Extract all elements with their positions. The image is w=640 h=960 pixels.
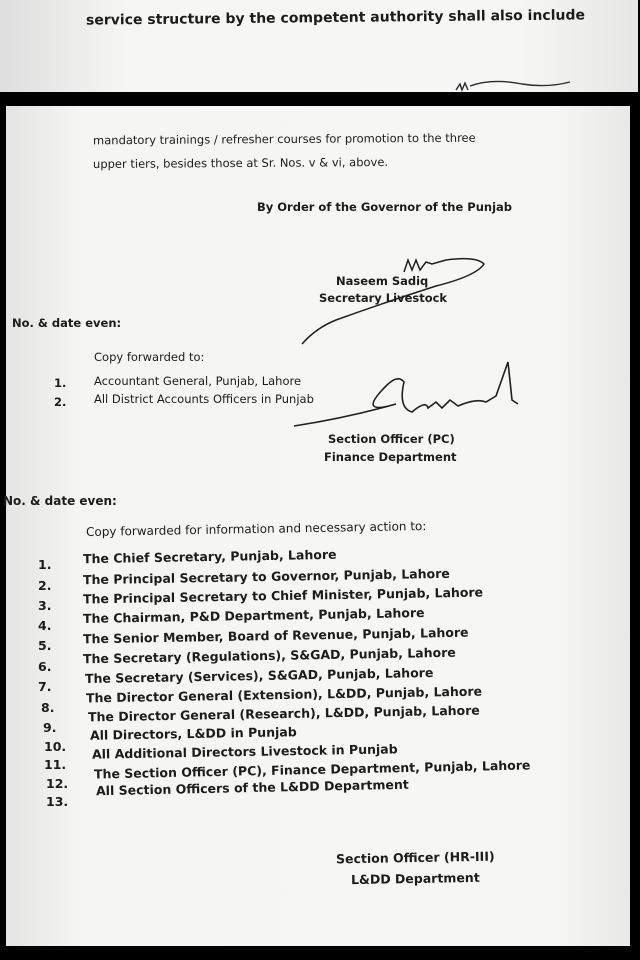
paragraph-line-2: upper tiers, besides those at Sr. Nos. v & vi, above. (92, 154, 389, 172)
paragraph-line-1: mandatory trainings / refresher courses for promotion to the three (92, 130, 476, 148)
list-item-num: 8. (41, 700, 55, 715)
endorsement1-no-date: No. & date even: (12, 316, 122, 330)
list-item-num: 7. (38, 679, 52, 694)
list-item-num: 4. (38, 618, 52, 633)
section-officer-pc-title: Section Officer (PC) (328, 432, 455, 446)
list-item-text: The Secretary (Regulations), S&GAD, Punjab, Lahore (82, 644, 456, 667)
list-item-num: 13. (46, 794, 69, 809)
list-item-text: All Directors, L&DD in Punjab (89, 724, 297, 743)
secretary-title: Secretary Livestock (319, 291, 448, 305)
list-item-num: 1. (38, 557, 52, 572)
top-text-line: service structure by the competent authority shall also include (85, 7, 586, 29)
list-item-text: The Director General (Research), L&DD, Punjab, Lahore (87, 702, 480, 725)
endorsement2-copy-forwarded: Copy forwarded for information and necessary action to: (85, 519, 427, 539)
list-item-text: All Additional Directors Livestock in Punjab (91, 741, 398, 762)
main-page (3, 106, 630, 946)
list-item-text: All Section Officers of the L&DD Department (95, 776, 409, 799)
section-officer-hr-dept: L&DD Department (350, 869, 480, 888)
list-item-text: The Director General (Extension), L&DD, Punjab, Lahore (85, 683, 483, 706)
list-item-num: 9. (43, 720, 57, 735)
endorsement1-item-text: Accountant General, Punjab, Lahore (94, 374, 302, 388)
section-officer-hr-title: Section Officer (HR-III) (335, 848, 495, 867)
endorsement1-copy-forwarded: Copy forwarded to: (94, 350, 205, 364)
list-item-text: The Principal Secretary to Chief Minister, Punjab, Lahore (82, 584, 484, 607)
by-order-line: By Order of the Governor of the Punjab (257, 200, 513, 214)
endorsement1-item-num: 2. (54, 395, 67, 409)
list-item-text: The Secretary (Services), S&GAD, Punjab, Lahore (84, 664, 434, 687)
list-item-num: 10. (44, 739, 67, 754)
list-item-num: 2. (38, 578, 52, 593)
endorsement1-item-num: 1. (54, 376, 67, 390)
list-item-num: 3. (38, 598, 52, 613)
endorsement2-no-date: No. & date even: (3, 494, 117, 508)
list-item-num: 11. (44, 757, 67, 772)
list-item-num: 12. (46, 776, 69, 791)
top-signature-fragment (452, 74, 572, 94)
list-item-text: The Senior Member, Board of Revenue, Punjab, Lahore (82, 624, 469, 647)
list-item-text: The Principal Secretary to Governor, Punjab, Lahore (82, 565, 450, 588)
signature-section-officer-pc (286, 356, 536, 436)
list-item-num: 5. (38, 638, 52, 653)
section-officer-pc-dept: Finance Department (324, 450, 457, 464)
endorsement1-item-text: All District Accounts Officers in Punjab (94, 392, 314, 406)
list-item-text: The Section Officer (PC), Finance Department, Punjab, Lahore (93, 757, 531, 782)
list-item-num: 6. (38, 659, 52, 674)
secretary-name: Naseem Sadiq (336, 274, 429, 288)
list-item-text: The Chief Secretary, Punjab, Lahore (82, 546, 337, 567)
list-item-text: The Chairman, P&D Department, Punjab, Lahore (82, 605, 425, 626)
top-page-fragment (0, 0, 638, 92)
